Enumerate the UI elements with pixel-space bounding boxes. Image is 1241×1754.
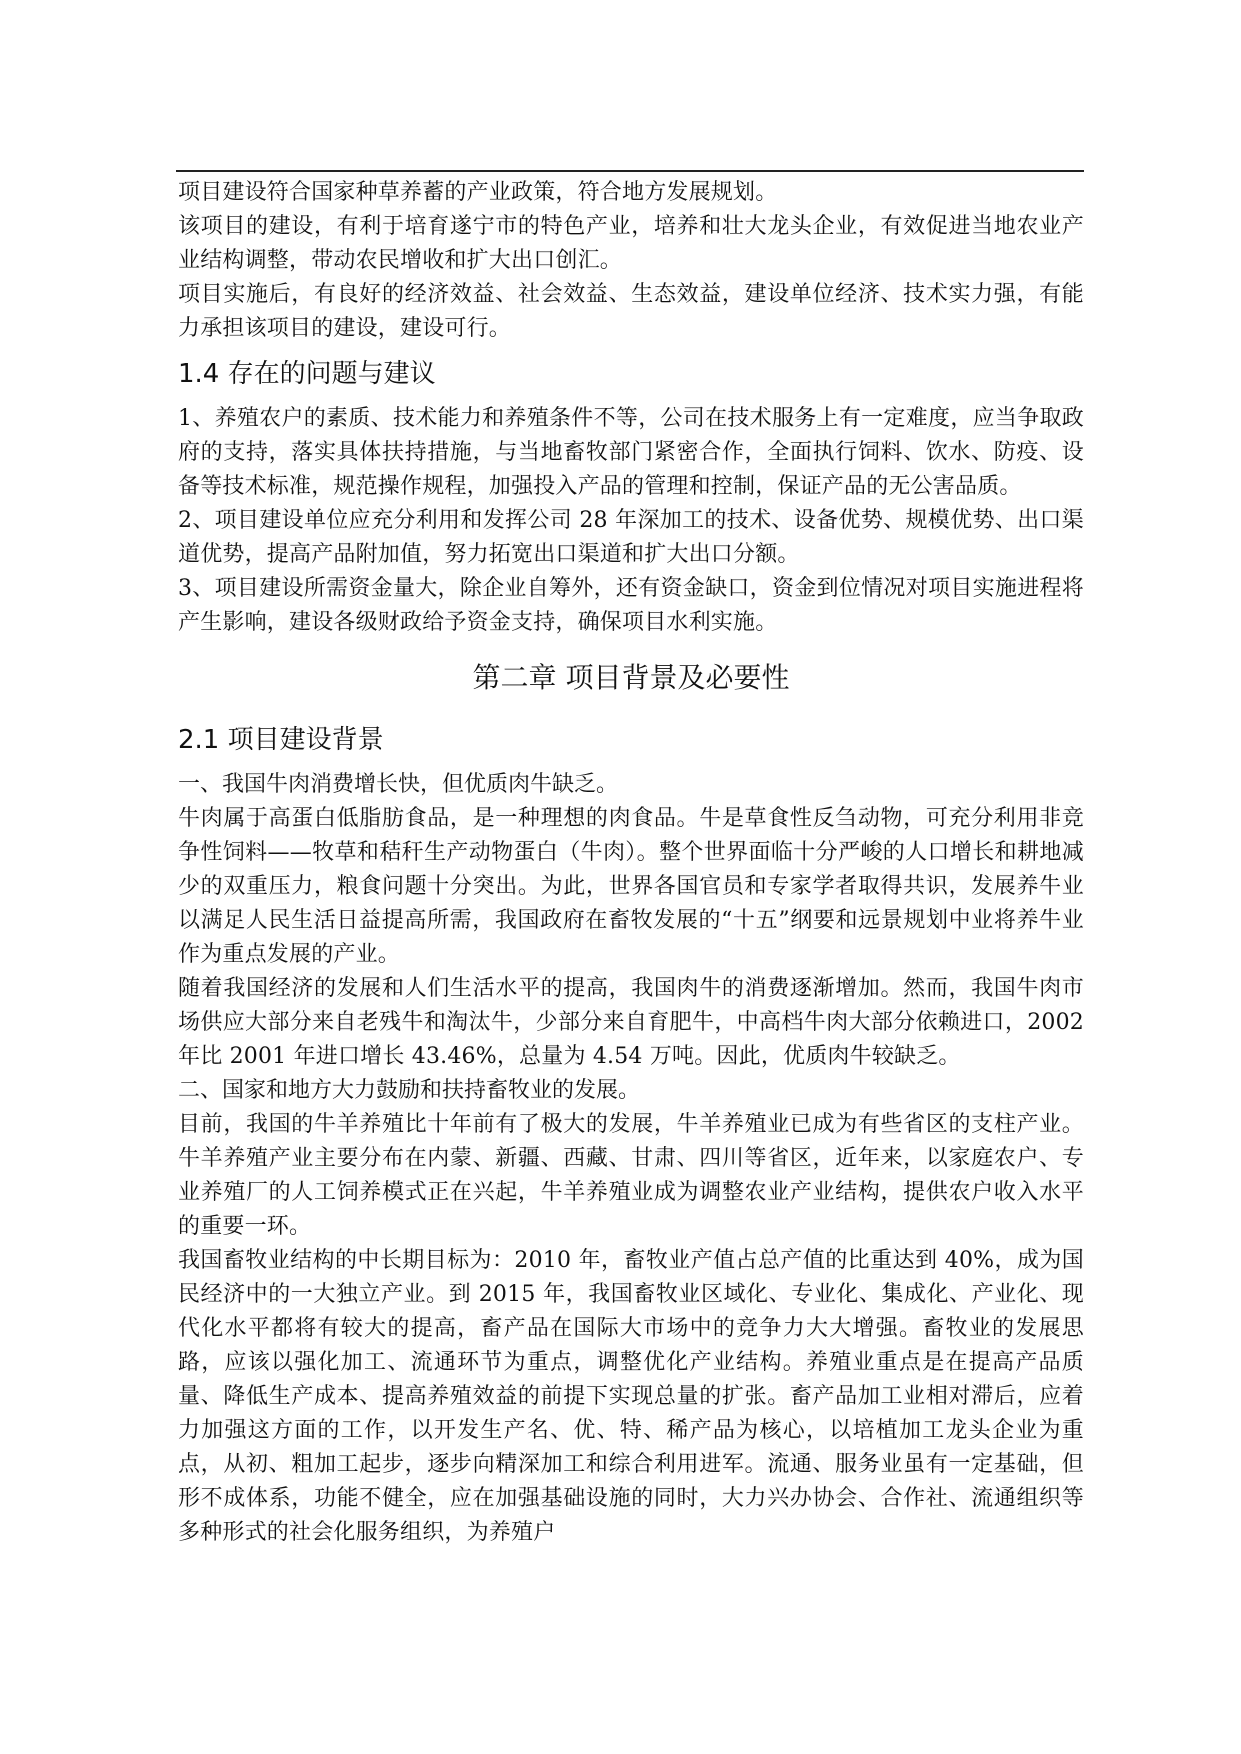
point-2-paragraph: 我国畜牧业结构的中长期目标为：2010 年，畜牧业产值占总产值的比重达到 40%，成为国民经济中的一大独立产业。到 2015 年，我国畜牧业区域化、专业化、集成化、产业化、现代化水平都将有较大的提高，畜产品在国际大市场中的竞争力大大增强。畜牧业的发展思路，应该以强化加工、流通环节为重点，调整优化产业结构。养殖业重点是在提高产品质量、降低生产成本、提高养殖效益的前提下实现总量的扩张。畜产品加工业相对滞后，应着力加强这方面的工作，以开发生产名、优、特、稀产品为核心，以培植加工龙头企业为重点，从初、粗加工起步，逐步向精深加工和综合利用进军。流通、服务业虽有一定基础，但形不成体系，功能不健全，应在加强基础设施的同时，大力兴办协会、合作社、流通组织等多种形式的社会化服务组织，为养殖户 xyxy=(178,1248,1084,1545)
point-1-paragraph: 牛肉属于高蛋白低脂肪食品，是一种理想的肉食品。牛是草食性反刍动物，可充分利用非竞争性饲料——牧草和秸秆生产动物蛋白（牛肉）。整个世界面临十分严峻的人口增长和耕地减少的双重压力，粮食问题十分突出。为此，世界各国官员和专家学者取得共识，发展养牛业以满足人民生活日益提高所需，我国政府在畜牧发展的“十五”纲要和远景规划中业将养牛业作为重点发展的产业。 xyxy=(178,806,1084,967)
point-2-heading: 二、国家和地方大力鼓励和扶持畜牧业的发展。 xyxy=(178,1078,641,1103)
section-1-4-paragraph: 1、养殖农户的素质、技术能力和养殖条件不等，公司在技术服务上有一定难度，应当争取政府的支持，落实具体扶持措施，与当地畜牧部门紧密合作，全面执行饲料、饮水、防疫、设备等技术标准，规范操作规程，加强投入产品的管理和控制，保证产品的无公害品质。 xyxy=(178,406,1084,499)
section-1-4-heading: 1.4 存在的问题与建议 xyxy=(178,359,436,389)
point-1-paragraph: 随着我国经济的发展和人们生活水平的提高，我国肉牛的消费逐渐增加。然而，我国牛肉市场供应大部分来自老残牛和淘汰牛，少部分来自育肥牛，中高档牛肉大部分依赖进口，2002 年比 2001 年进口增长 43.46%，总量为 4.54 万吨。因此，优质肉牛较缺乏。 xyxy=(178,976,1084,1069)
intro-paragraph: 该项目的建设，有利于培育遂宁市的特色产业，培养和壮大龙头企业，有效促进当地农业产业结构调整，带动农民增收和扩大出口创汇。 xyxy=(178,214,1084,273)
intro-paragraph: 项目实施后，有良好的经济效益、社会效益、生态效益，建设单位经济、技术实力强，有能力承担该项目的建设，建设可行。 xyxy=(178,282,1084,341)
section-1-4-paragraph: 3、项目建设所需资金量大，除企业自筹外，还有资金缺口，资金到位情况对项目实施进程将产生影响，建设各级财政给予资金支持，确保项目水利实施。 xyxy=(178,576,1084,635)
chapter-2-heading: 第二章 项目背景及必要性 xyxy=(472,661,790,694)
intro-paragraph: 项目建设符合国家种草养蓄的产业政策，符合地方发展规划。 xyxy=(178,180,778,205)
section-2-1-heading: 2.1 项目建设背景 xyxy=(178,725,384,755)
page-content xyxy=(178,176,1084,1550)
point-1-heading: 一、我国牛肉消费增长快，但优质肉牛缺乏。 xyxy=(178,772,619,797)
section-1-4-paragraph: 2、项目建设单位应充分利用和发挥公司 28 年深加工的技术、设备优势、规模优势、出口渠道优势，提高产品附加值，努力拓宽出口渠道和扩大出口分额。 xyxy=(178,508,1084,567)
header-rule xyxy=(176,170,1084,172)
point-2-paragraph: 目前，我国的牛羊养殖比十年前有了极大的发展，牛羊养殖业已成为有些省区的支柱产业。牛羊养殖产业主要分布在内蒙、新疆、西藏、甘肃、四川等省区，近年来，以家庭农户、专业养殖厂的人工饲养模式正在兴起，牛羊养殖业成为调整农业产业结构，提供农户收入水平的重要一环。 xyxy=(178,1112,1084,1239)
